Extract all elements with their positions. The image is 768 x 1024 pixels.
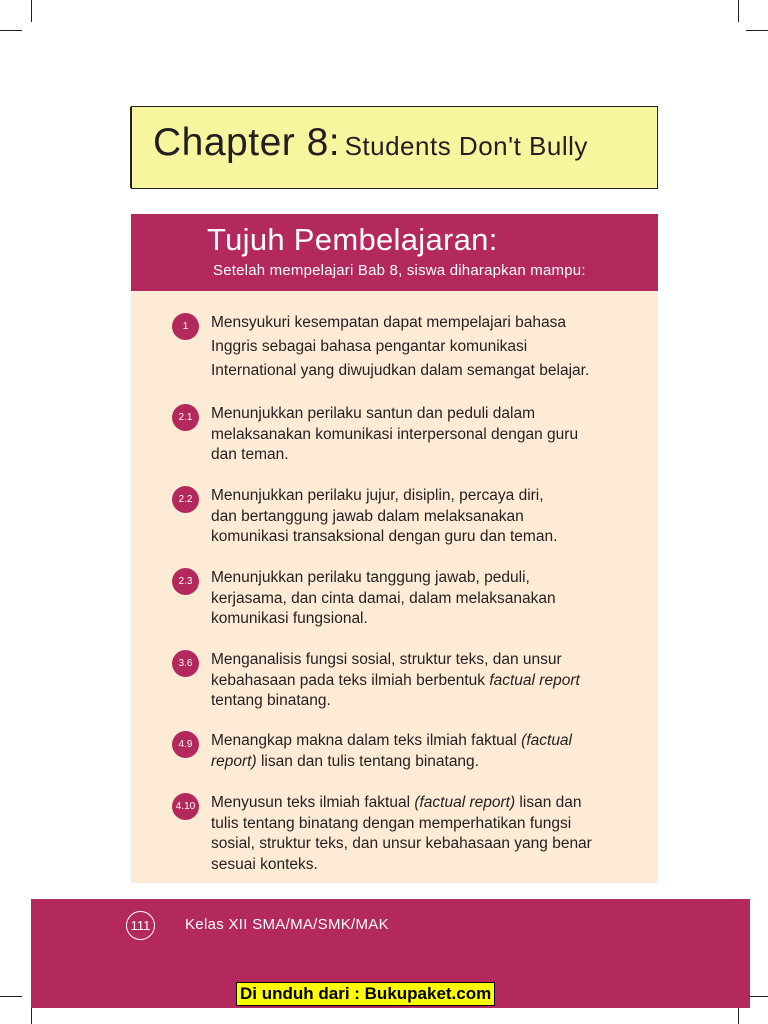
page-number: 111: [126, 911, 155, 940]
chapter-heading-box: [131, 106, 658, 189]
goal-number-badge: 3.6: [172, 650, 199, 677]
learning-goals-title: Tujuh Pembelajaran:: [207, 222, 498, 257]
crop-mark: [31, 0, 32, 22]
goal-text: Menganalisis fungsi sosial, struktur teks, dan unsur kebahasaan pada teks ilmiah berbentuk factual report tentang binatang.: [211, 651, 580, 709]
goal-text: Menangkap makna dalam teks ilmiah faktual (factual report) lisan dan tulis tentang binatang.: [211, 732, 573, 770]
goal-text: Menyusun teks ilmiah faktual (factual report) lisan dan tulis tentang binatang dengan memperhatikan fungsi sosial, struktur teks, dan unsur kebahasaan yang benar sesuai konteks.: [211, 794, 592, 873]
chapter-title: [153, 121, 588, 165]
goal-number-badge: 2.3: [172, 568, 199, 595]
crop-mark: [0, 996, 22, 997]
footer-class-label: Kelas XII SMA/MA/SMK/MAK: [185, 916, 389, 933]
goal-text: Mensyukuri kesempatan dapat mempelajari bahasa Inggris sebagai bahasa pengantar komunikasi International yang diwujudkan dalam semangat belajar.: [211, 314, 590, 379]
crop-mark: [738, 0, 739, 22]
chapter-name: Students Don't Bully: [344, 131, 588, 161]
goal-text: Menunjukkan perilaku tanggung jawab, peduli, kerjasama, dan cinta damai, dalam melaksanakan komunikasi fungsional.: [211, 569, 556, 627]
goal-number-badge: 1: [172, 313, 199, 340]
crop-mark: [746, 30, 768, 31]
download-source-banner: Di unduh dari : Bukupaket.com: [236, 982, 495, 1006]
goal-number-badge: 2.1: [172, 404, 199, 431]
goal-text: Menunjukkan perilaku jujur, disiplin, percaya diri, dan bertanggung jawab dalam melaksanakan komunikasi transaksional dengan guru dan teman.: [211, 487, 558, 545]
goal-number-badge: 4.9: [172, 731, 199, 758]
learning-goals-subtitle: Setelah mempelajari Bab 8, siswa diharapkan mampu:: [213, 262, 586, 279]
chapter-number: Chapter 8:: [153, 121, 341, 164]
learning-goals-header: [131, 214, 658, 291]
goal-text: Menunjukkan perilaku santun dan peduli dalam melaksanakan komunikasi interpersonal dengan guru dan teman.: [211, 405, 579, 463]
goal-number-badge: 4.10: [172, 793, 199, 820]
learning-goals-list: [131, 291, 658, 883]
crop-mark: [0, 30, 22, 31]
goal-number-badge: 2.2: [172, 486, 199, 513]
